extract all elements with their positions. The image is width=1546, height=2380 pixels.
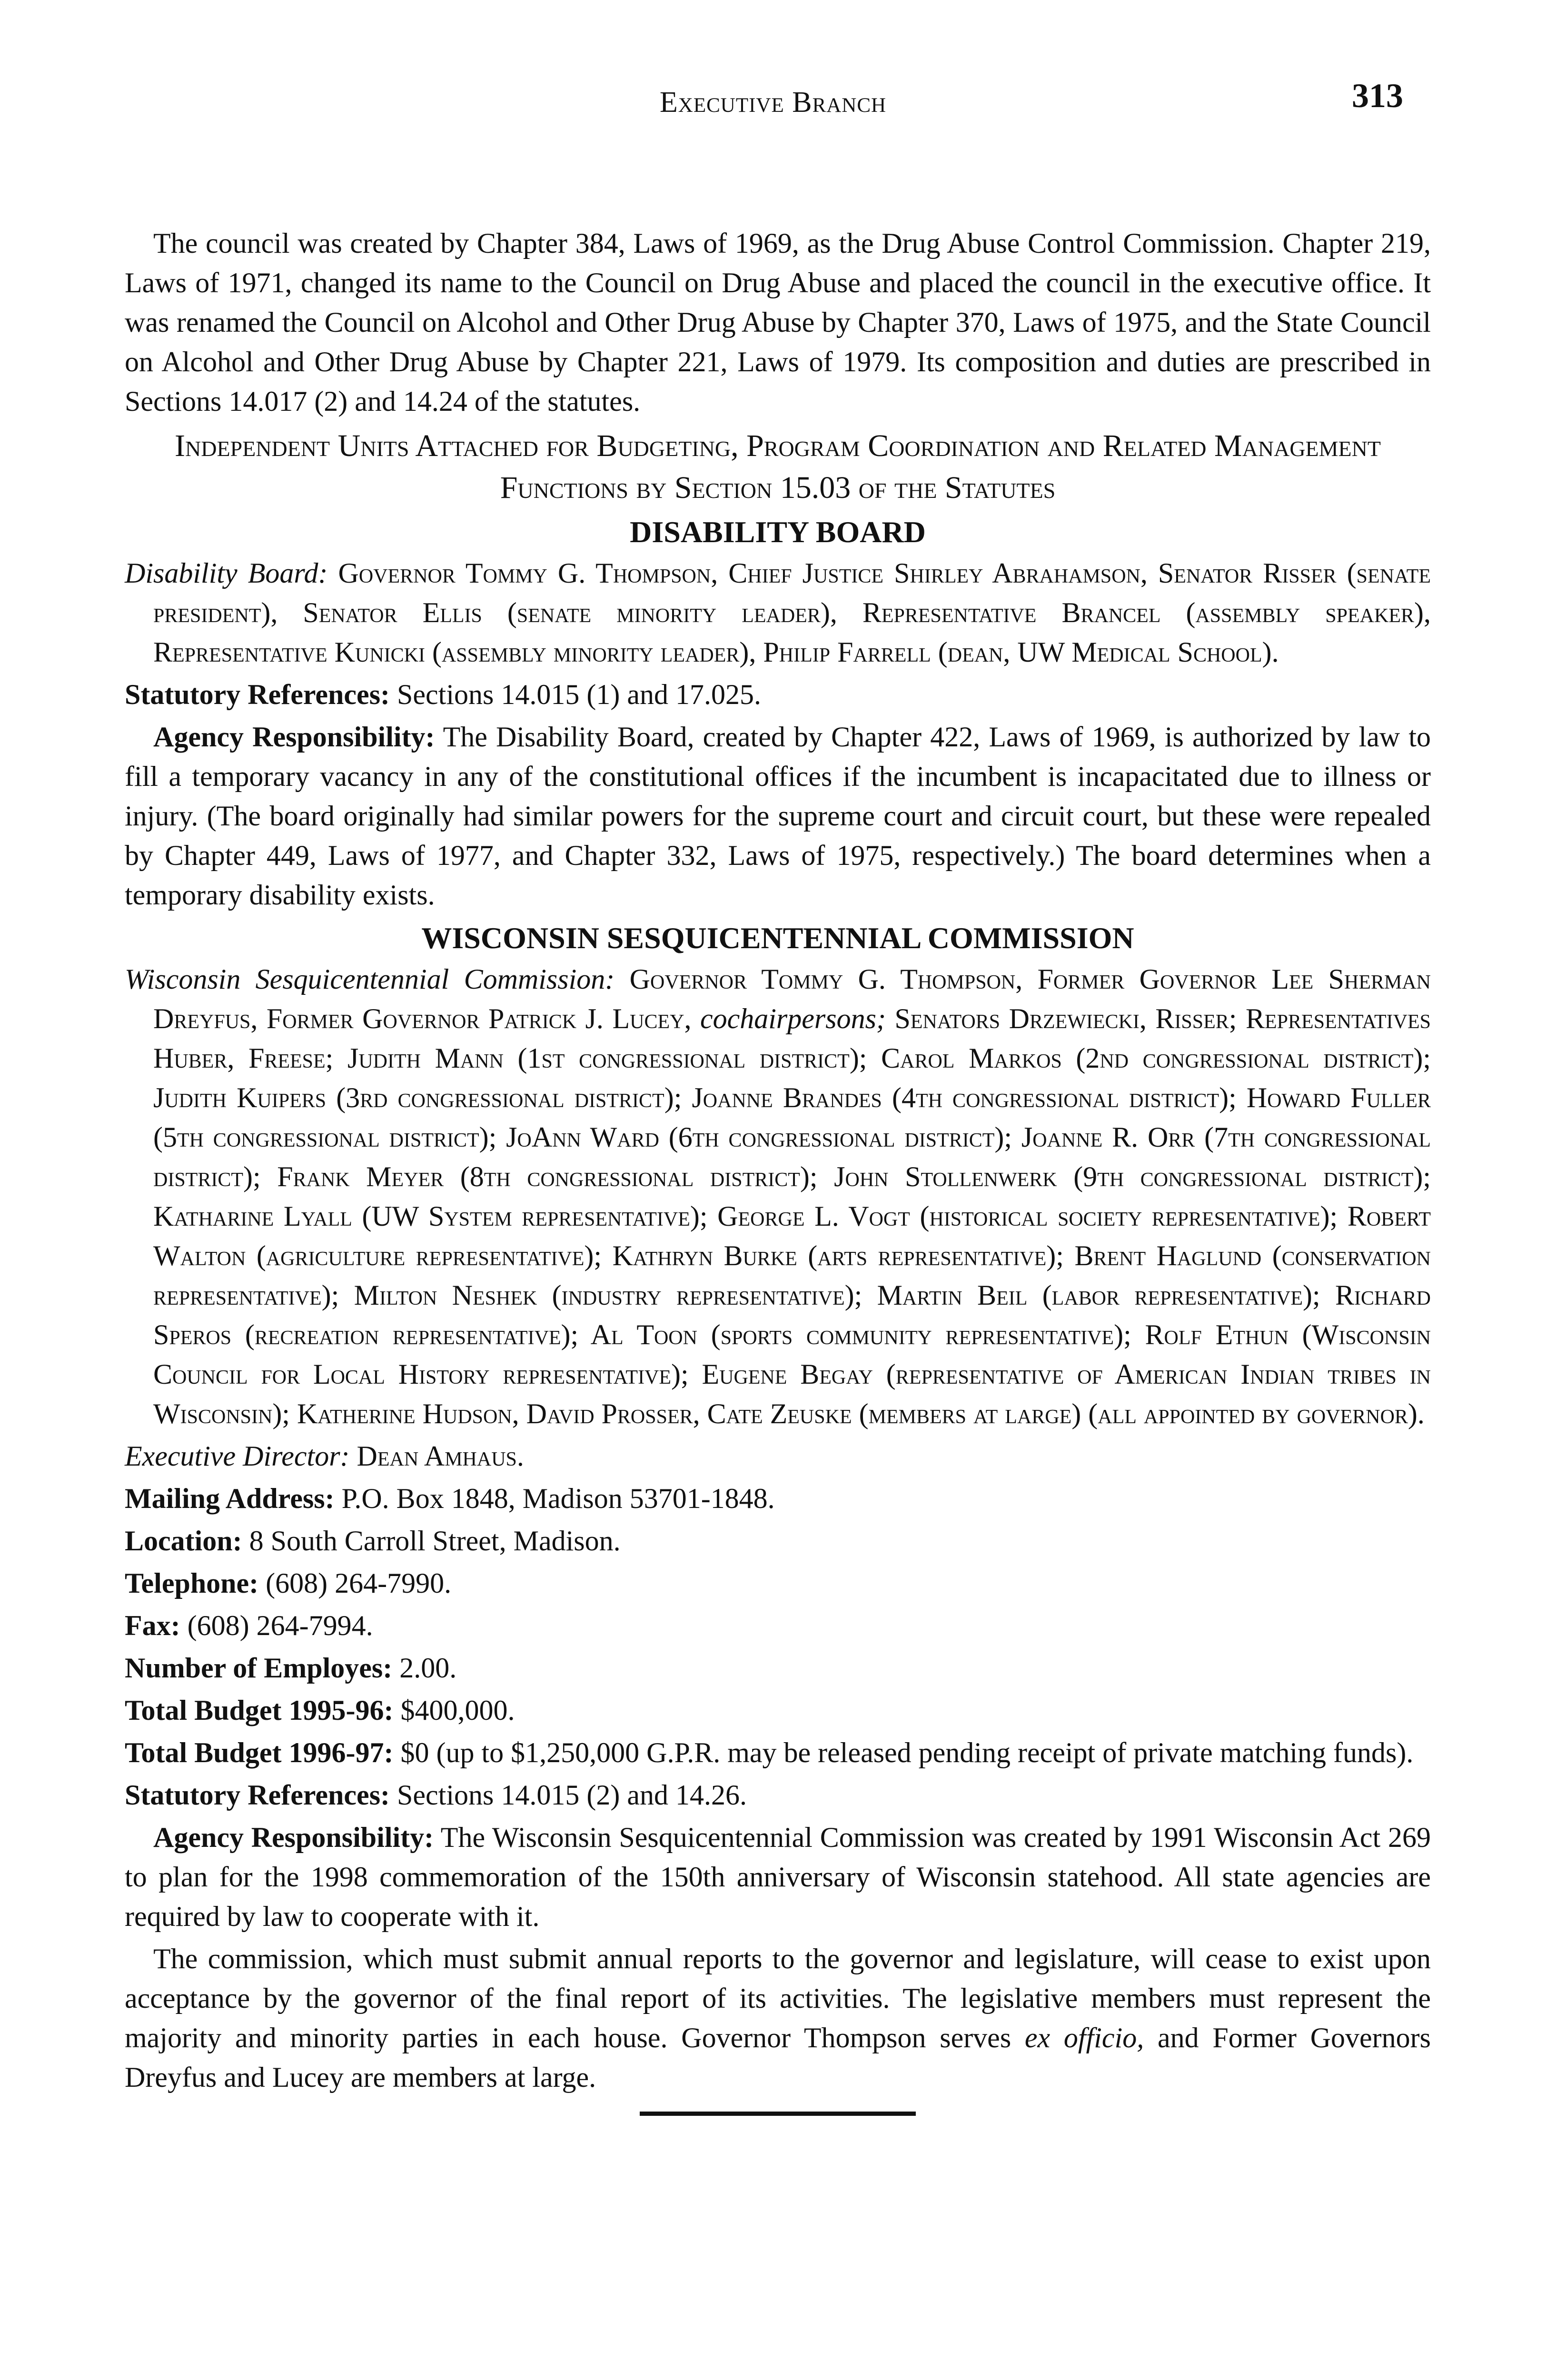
- sesquicentennial-agency-responsibility: [125, 1818, 1431, 1936]
- total-budget-1995-96: [125, 1691, 1431, 1730]
- field-value: P.O. Box 1848, Madison 53701-1848.: [341, 1483, 775, 1514]
- field-value: Dean Amhaus.: [357, 1440, 524, 1472]
- field-value: 2.00.: [399, 1652, 457, 1684]
- field-label: Statutory References:: [125, 679, 390, 710]
- field-value: (608) 264-7990.: [266, 1567, 452, 1599]
- members-list-part1: Governor Tommy G. Thompson, Former Governor Lee Sherman Dreyfus, Former Governor Patrick J. Lucey,: [153, 963, 1431, 1034]
- mailing-address: [125, 1479, 1431, 1518]
- field-label: Agency Responsibility:: [153, 721, 435, 753]
- closing-text-part1: The commission, which must submit annual reports to the governor and legislature, will cease to exist upon acceptance by the governor of the final report of its activities. The legislative members must represent the majority and minority parties in each house. Governor Thompson serves: [125, 1943, 1431, 2053]
- field-label: Fax:: [125, 1610, 180, 1641]
- field-label: Telephone:: [125, 1567, 259, 1599]
- location: [125, 1521, 1431, 1561]
- fax: [125, 1606, 1431, 1646]
- disability-board-members: [125, 554, 1431, 672]
- total-budget-1996-97: [125, 1733, 1431, 1773]
- field-value: The Wisconsin Sesquicentennial Commission was created by 1991 Wisconsin Act 269 to plan for the 1998 commemoration of the 150th anniversary of Wisconsin statehood. All state agencies are required by law to cooperate with it.: [125, 1822, 1431, 1932]
- cochair-label: cochairpersons;: [700, 1003, 886, 1034]
- field-value: (608) 264-7994.: [187, 1610, 373, 1641]
- closing-text-part2: and Former Governors Dreyfus and Lucey are members at large.: [125, 2022, 1431, 2093]
- disability-statutory-references: [125, 675, 1431, 714]
- intro-paragraph: The council was created by Chapter 384, Laws of 1969, as the Drug Abuse Control Commission. Chapter 219, Laws of 1971, changed its name to the Council on Drug Abuse and placed the council in the executive office. It was renamed the Council on Alcohol and Other Drug Abuse by Chapter 370, Laws of 1975, and the State Council on Alcohol and Other Drug Abuse by Chapter 221, Laws of 1979. Its composition and duties are prescribed in Sections 14.017 (2) and 14.24 of the statutes.: [125, 228, 1431, 417]
- field-label: Statutory References:: [125, 1779, 390, 1811]
- sesquicentennial-statutory-references: [125, 1775, 1431, 1815]
- disability-agency-responsibility: [125, 717, 1431, 915]
- units-heading: Independent Units Attached for Budgeting, Program Coordination and Related Management Functions by Section 15.03 of the Statutes: [175, 428, 1381, 505]
- field-value: Sections 14.015 (2) and 14.26.: [397, 1779, 747, 1811]
- members-list: Governor Tommy G. Thompson, Chief Justice Shirley Abrahamson, Senator Risser (senate president), Senator Ellis (senate minority leader), Representative Brancel (assembly speaker), Representative Kunicki (assembly minority leader), Philip Farrell (dean, UW Medical School).: [153, 557, 1431, 668]
- members-label: Wisconsin Sesquicentennial Commission:: [125, 963, 615, 995]
- field-label: Total Budget 1995-96:: [125, 1695, 394, 1726]
- field-label: Executive Director:: [125, 1440, 350, 1472]
- section-end-rule: [640, 2112, 916, 2116]
- field-label: Total Budget 1996-97:: [125, 1737, 394, 1768]
- sesquicentennial-closing-paragraph: [125, 1939, 1431, 2097]
- field-label: Location:: [125, 1525, 242, 1557]
- field-label: Mailing Address:: [125, 1483, 335, 1514]
- page-body: [125, 224, 1431, 2116]
- number-of-employes: [125, 1648, 1431, 1688]
- field-value: Sections 14.015 (1) and 17.025.: [397, 679, 761, 710]
- running-head: Executive Branch: [659, 86, 887, 119]
- sesquicentennial-members: [125, 960, 1431, 1434]
- field-value: The Disability Board, created by Chapter 422, Laws of 1969, is authorized by law to fill a temporary vacancy in any of the constitutional offices if the incumbent is incapacitated due to illness or injury. (The board originally had similar powers for the supreme court and circuit court, but these were repealed by Chapter 449, Laws of 1977, and Chapter 332, Laws of 1975, respectively.) The board determines when a temporary disability exists.: [125, 721, 1431, 911]
- page-header: [0, 71, 1546, 129]
- field-label: Agency Responsibility:: [153, 1822, 434, 1853]
- field-value: $400,000.: [400, 1695, 515, 1726]
- ex-officio: ex officio,: [1024, 2022, 1144, 2053]
- page-number: 313: [1352, 77, 1403, 115]
- telephone: [125, 1564, 1431, 1603]
- members-label: Disability Board:: [125, 557, 328, 589]
- field-value: 8 South Carroll Street, Madison.: [249, 1525, 621, 1557]
- field-label: Number of Employes:: [125, 1652, 393, 1684]
- disability-board-title: DISABILITY BOARD: [630, 515, 926, 549]
- field-value: $0 (up to $1,250,000 G.P.R. may be released pending receipt of private matching funds).: [400, 1737, 1414, 1768]
- executive-director: [125, 1437, 1431, 1476]
- sesquicentennial-title: WISCONSIN SESQUICENTENNIAL COMMISSION: [421, 921, 1134, 955]
- members-list-part2: Senators Drzewiecki, Risser; Representatives Huber, Freese; Judith Mann (1st congressional district); Carol Markos (2nd congressional district); Judith Kuipers (3rd congressional district); Joanne Brandes (4th congressional district); Howard Fuller (5th congressional district); JoAnn Ward (6th congressional district); Joanne R. Orr (7th congressional district); Frank Meyer (8th congressional district); John Stollenwerk (9th congressional district); Katharine Lyall (UW System representative); George L. Vogt (historical society representative); Robert Walton (agriculture representative); Kathryn Burke (arts representative); Brent Haglund (conservation representative); Milton Neshek (industry representative); Martin Beil (labor representative); Richard Speros (recreation representative); Al Toon (sports community representative); Rolf Ethun (Wisconsin Council for Local History representative); Eugene Begay (representative of American Indian tribes in Wisconsin); Katherine Hudson, David Prosser, Cate Zeuske (members at large) (all appointed by governor).: [153, 1003, 1431, 1429]
